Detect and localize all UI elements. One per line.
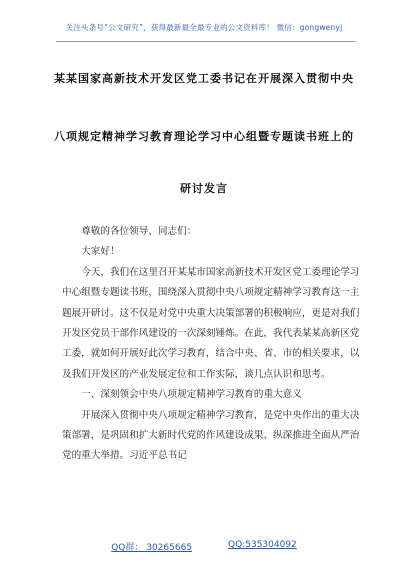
qq-contact-link[interactable]: QQ:535304092: [228, 540, 297, 550]
header-divider: [56, 41, 356, 42]
greeting: 大家好！: [81, 246, 120, 258]
document-title-line-2: 八项规定精神学习教育理论学习中心组暨专题读书班上的: [54, 130, 354, 143]
document-title-line-3: 研讨发言: [180, 182, 228, 195]
salutation: 尊敬的各位领导、同志们：: [81, 226, 197, 237]
header-banner: 关注头条号“公文研究”，获得最新最全最专业的公文资料库！ 微信：gongwenyj: [65, 23, 343, 32]
section-heading: 一、深刻领会中央八项规定精神学习教育的重大意义: [81, 389, 302, 401]
paragraph: 开展深入贯彻中央八项规定精神学习教育，是党中央作出的重大决策部署，是巩固和扩大新时代党的作风建设成果、纵深推进全面从严治党的重大举措。习近平总书记: [62, 409, 360, 462]
qq-group-link[interactable]: QQ群： 30265665: [111, 543, 193, 553]
paragraph: 今天，我们在这里召开某某市国家高新技术开发区党工委理论学习中心组暨专题读书班，围绕深入贯彻中央八项规定精神学习教育这一主题展开研讨。这不仅是对党中央重大决策部署的积极响应，更是对我们开发区党员干部作风建设的一次深刻锤炼。在此，我代表某某高新区党工委，就如何开展好此次学习教育，结合中央、省、市的相关要求，以及我们开发区的产业发展定位和工作实际，谈几点认识和思考。: [62, 266, 360, 380]
footer: [0, 540, 408, 553]
document-title-line-1: 某某国家高新技术开发区党工委书记在开展深入贯彻中央: [54, 72, 354, 85]
document-body: [62, 222, 362, 467]
